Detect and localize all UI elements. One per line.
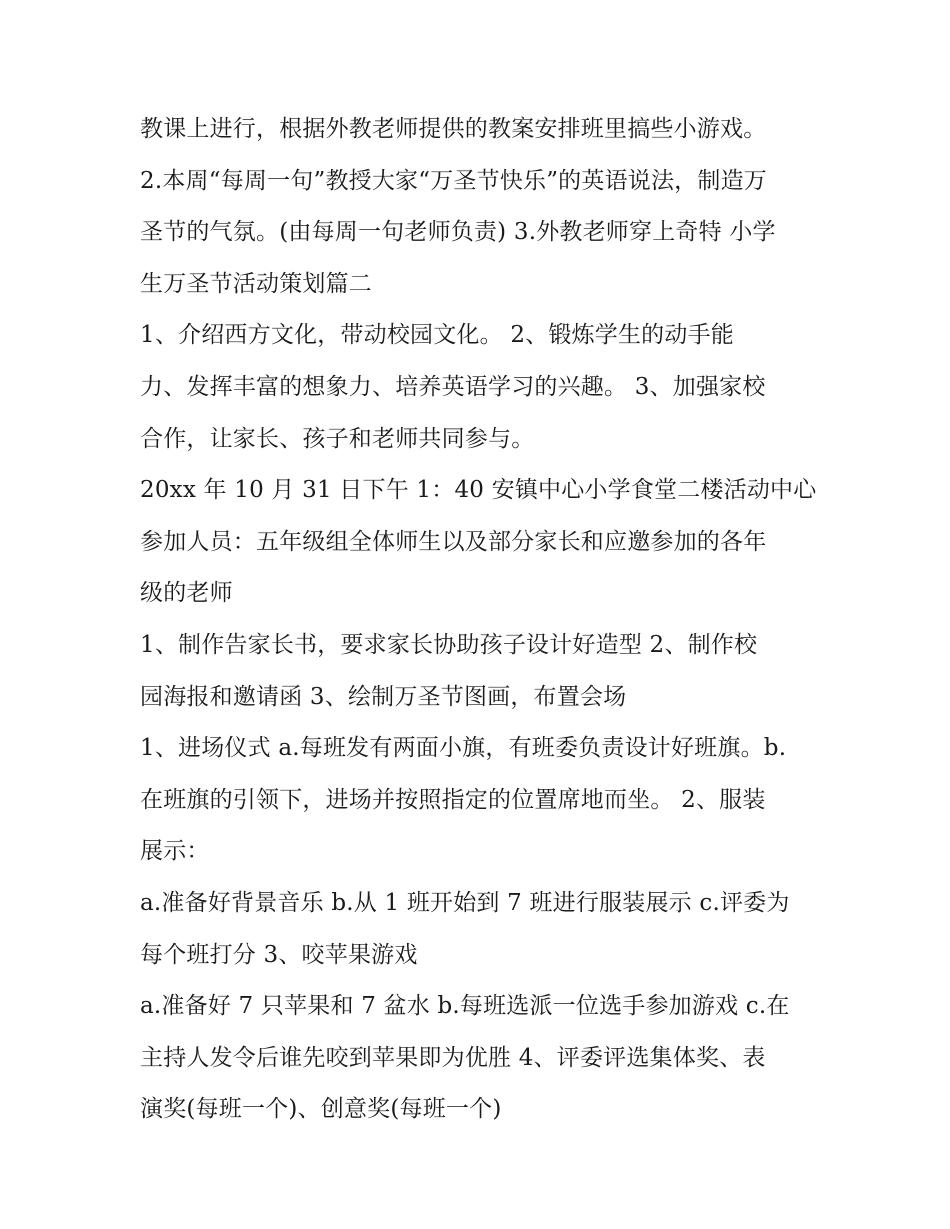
text-line-2: 2.本周“每周一句”教授大家“万圣节快乐”的英语说法，制造万 (140, 167, 767, 194)
text-line-8: 20xx 年 10 月 31 日下午 1：40 安镇中心小学食堂二楼活动中心 (140, 477, 817, 504)
text-line-4: 生万圣节活动策划篇二 (140, 270, 372, 297)
text-line-5: 1、介绍西方文化，带动校园文化。 2、锻炼学生的动手能 (140, 322, 734, 349)
text-line-14: 在班旗的引领下，进场并按照指定的位置席地而坐。 2、服装 (140, 786, 766, 813)
text-line-19: 主持人发令后谁先咬到苹果即为优胜 4、评委评选集体奖、表 (140, 1044, 766, 1071)
text-line-11: 1、制作告家长书，要求家长协助孩子设计好造型 2、制作校 (140, 631, 758, 658)
text-line-15: 展示： (140, 838, 210, 865)
text-line-12: 园海报和邀请函 3、绘制万圣节图画，布置会场 (140, 683, 627, 710)
document-body (140, 104, 820, 1136)
text-line-13: 1、进场仪式 a.每班发有两面小旗，有班委负责设计好班旗。b. (140, 735, 787, 762)
text-line-18: a.准备好 7 只苹果和 7 盆水 b.每班选派一位选手参加游戏 c.在 (140, 993, 790, 1020)
text-line-20: 演奖(每班一个)、创意奖(每班一个) (140, 1096, 502, 1123)
text-line-7: 合作，让家长、孩子和老师共同参与。 (140, 425, 535, 452)
text-line-6: 力、发挥丰富的想象力、培养英语学习的兴趣。 3、加强家校 (140, 373, 766, 400)
text-line-10: 级的老师 (140, 580, 233, 607)
text-line-9: 参加人员：五年级组全体师生以及部分家长和应邀参加的各年 (140, 528, 767, 555)
text-line-16: a.准备好背景音乐 b.从 1 班开始到 7 班进行服装展示 c.评委为 (140, 889, 790, 916)
text-line-3: 圣节的气氛。(由每周一句老师负责) 3.外教老师穿上奇特 小学 (140, 219, 776, 246)
text-line-17: 每个班打分 3、咬苹果游戏 (140, 941, 418, 968)
text-line-1: 教课上进行，根据外教老师提供的教案安排班里搞些小游戏。 (140, 116, 767, 142)
